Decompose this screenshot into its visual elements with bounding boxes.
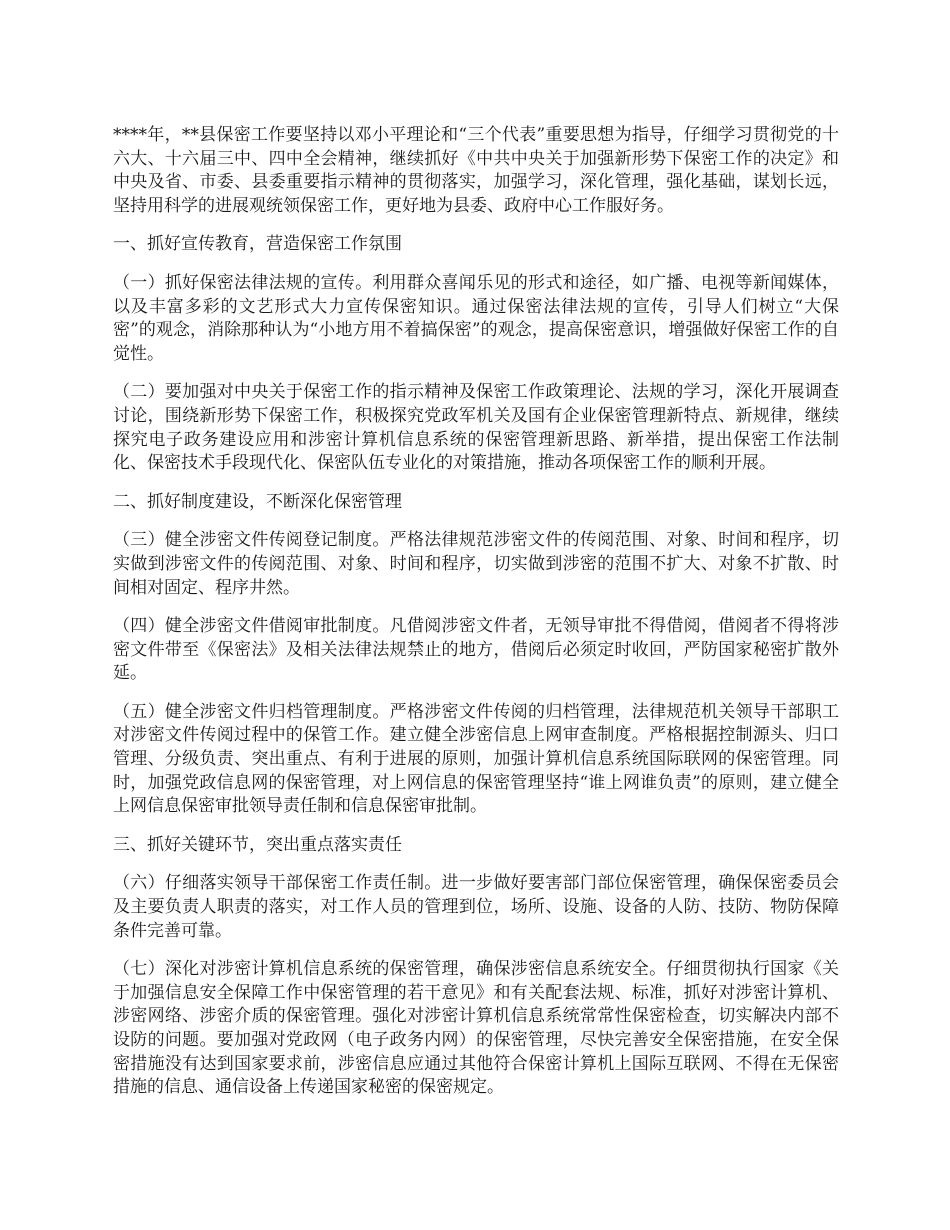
section-heading-3: 三、抓好关键环节，突出重点落实责任	[113, 834, 402, 855]
document-body	[113, 124, 839, 1115]
section-heading-1: 一、抓好宣传教育，营造保密工作氛围	[113, 234, 402, 255]
paragraph-item-4: （四）健全涉密文件借阅审批制度。凡借阅涉密文件者，无领导审批不得借阅，借阅者不得将涉密文件带至《保密法》及相关法律法规禁止的地方，借阅后必须定时收回，严防国家秘密扩散外延。	[113, 616, 839, 684]
paragraph-item-1: （一）抓好保密法律法规的宣传。利用群众喜闻乐见的形式和途径，如广播、电视等新闻媒体，以及丰富多彩的文艺形式大力宣传保密知识。通过保密法律法规的宣传，引导人们树立“大保密”的观念，消除那种认为“小地方用不着搞保密”的观念，提高保密意识，增强做好保密工作的自觉性。	[113, 272, 839, 364]
paragraph-item-6: （六）仔细落实领导干部保密工作责任制。进一步做好要害部门部位保密管理，确保保密委员会及主要负责人职责的落实，对工作人员的管理到位，场所、设施、设备的人防、技防、物防保障条件完善可靠。	[113, 873, 839, 941]
intro-paragraph: ****年，**县保密工作要坚持以邓小平理论和“三个代表”重要思想为指导，仔细学习贯彻党的十六大、十六届三中、四中全会精神，继续抓好《中共中央关于加强新形势下保密工作的决定》和中央及省、市委、县委重要指示精神的贯彻落实，加强学习，深化管理，强化基础，谋划长远，坚持用科学的进展观统领保密工作，更好地为县委、政府中心工作服好务。	[113, 125, 839, 216]
paragraph-item-3: （三）健全涉密文件传阅登记制度。严格法律规范涉密文件的传阅范围、对象、时间和程序，切实做到涉密文件的传阅范围、对象、时间和程序，切实做到涉密的范围不扩大、对象不扩散、时间相对固定、程序井然。	[113, 530, 839, 598]
paragraph-item-5: （五）健全涉密文件归档管理制度。严格涉密文件传阅的归档管理，法律规范机关领导干部职工对涉密文件传阅过程中的保管工作。建立健全涉密信息上网审查制度。严格根据控制源头、归口管理、分级负责、突出重点、有利于进展的原则，加强计算机信息系统国际联网的保密管理。同时，加强党政信息网的保密管理，对上网信息的保密管理坚持“谁上网谁负责”的原则，建立健全上网信息保密审批领导责任制和信息保密审批制。	[113, 701, 839, 817]
section-heading-2: 二、抓好制度建设，不断深化保密管理	[113, 491, 402, 512]
paragraph-item-2: （二）要加强对中央关于保密工作的指示精神及保密工作政策理论、法规的学习，深化开展调查讨论，围绕新形势下保密工作，积极探究党政军机关及国有企业保密管理新特点、新规律，继续探究电子政务建设应用和涉密计算机信息系统的保密管理新思路、新举措，提出保密工作法制化、保密技术手段现代化、保密队伍专业化的对策措施，推动各项保密工作的顺利开展。	[113, 382, 839, 474]
paragraph-item-7: （七）深化对涉密计算机信息系统的保密管理，确保涉密信息系统安全。仔细贯彻执行国家《关于加强信息安全保障工作中保密管理的若干意见》和有关配套法规、标准，抓好对涉密计算机、涉密网络、涉密介质的保密管理。强化对涉密计算机信息系统常常性保密检查，切实解决内部不设防的问题。要加强对党政网（电子政务内网）的保密管理，尽快完善安全保密措施，在安全保密措施没有达到国家要求前，涉密信息应通过其他符合保密计算机上国际互联网、不得在无保密措施的信息、通信设备上传递国家秘密的保密规定。	[113, 959, 839, 1098]
